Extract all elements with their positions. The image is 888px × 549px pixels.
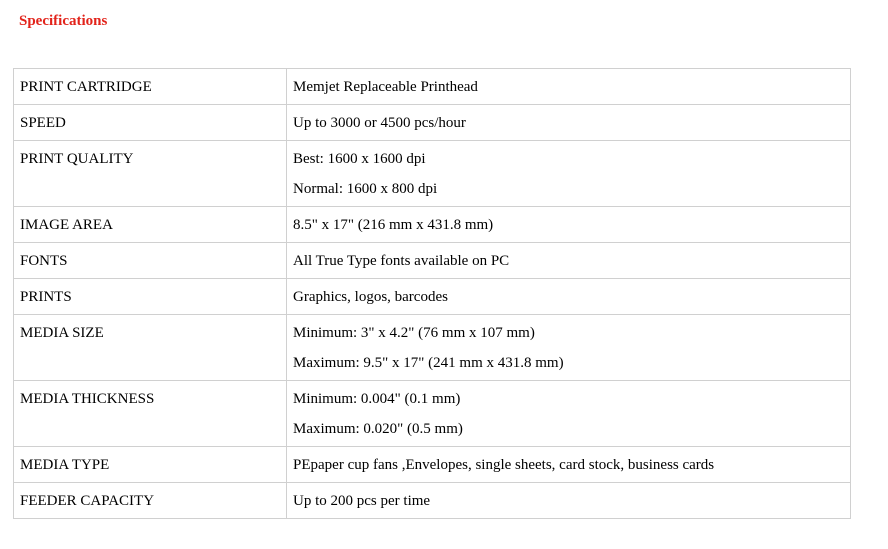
spec-label-cell bbox=[14, 315, 287, 381]
spec-value-cell bbox=[287, 69, 851, 105]
spec-label-cell bbox=[14, 483, 287, 519]
spec-label-cell bbox=[14, 141, 287, 207]
spec-value-cell bbox=[287, 243, 851, 279]
spec-label: PRINT CARTRIDGE bbox=[20, 79, 152, 95]
spec-value: Best: 1600 x 1600 dpi bbox=[293, 151, 426, 167]
spec-value-cell bbox=[287, 141, 851, 207]
spec-value-cell bbox=[287, 105, 851, 141]
spec-value-cell bbox=[287, 279, 851, 315]
spec-label-cell bbox=[14, 243, 287, 279]
spec-value: Normal: 1600 x 800 dpi bbox=[293, 181, 438, 197]
spec-value: Graphics, logos, barcodes bbox=[293, 289, 448, 305]
spec-label: IMAGE AREA bbox=[20, 217, 113, 233]
spec-label: MEDIA SIZE bbox=[20, 325, 104, 341]
spec-label-cell bbox=[14, 447, 287, 483]
table-row bbox=[14, 69, 851, 105]
table-row bbox=[14, 105, 851, 141]
table-row bbox=[14, 207, 851, 243]
spec-label: SPEED bbox=[20, 115, 66, 131]
spec-label: FEEDER CAPACITY bbox=[20, 493, 155, 509]
spec-label: MEDIA TYPE bbox=[20, 457, 110, 473]
spec-value: Memjet Replaceable Printhead bbox=[293, 79, 478, 95]
spec-label: PRINT QUALITY bbox=[20, 151, 134, 167]
spec-value-cell bbox=[287, 447, 851, 483]
spec-value-cell bbox=[287, 207, 851, 243]
table-row bbox=[14, 483, 851, 519]
spec-value-cell bbox=[287, 381, 851, 447]
spec-label-cell bbox=[14, 105, 287, 141]
table-row bbox=[14, 447, 851, 483]
spec-value: 8.5" x 17" (216 mm x 431.8 mm) bbox=[293, 217, 494, 233]
spec-label: FONTS bbox=[20, 253, 68, 269]
spec-value: Maximum: 0.020" (0.5 mm) bbox=[293, 421, 463, 437]
spec-value-cell bbox=[287, 315, 851, 381]
spec-value: Up to 3000 or 4500 pcs/hour bbox=[293, 115, 466, 131]
spec-label-cell bbox=[14, 69, 287, 105]
spec-value: Minimum: 0.004" (0.1 mm) bbox=[293, 391, 461, 407]
table-row bbox=[14, 243, 851, 279]
spec-value: Minimum: 3" x 4.2" (76 mm x 107 mm) bbox=[293, 325, 535, 341]
spec-label: PRINTS bbox=[20, 289, 72, 305]
spec-value: All True Type fonts available on PC bbox=[293, 253, 510, 269]
spec-value: Up to 200 pcs per time bbox=[293, 493, 431, 509]
section-heading: Specifications bbox=[19, 13, 108, 29]
table-row bbox=[14, 141, 851, 207]
spec-label-cell bbox=[14, 381, 287, 447]
spec-label: MEDIA THICKNESS bbox=[20, 391, 155, 407]
table-row bbox=[14, 381, 851, 447]
spec-value-cell bbox=[287, 483, 851, 519]
spec-label-cell bbox=[14, 207, 287, 243]
table-row bbox=[14, 315, 851, 381]
spec-label-cell bbox=[14, 279, 287, 315]
spec-value: Maximum: 9.5" x 17" (241 mm x 431.8 mm) bbox=[293, 355, 564, 371]
spec-value: PEpaper cup fans ,Envelopes, single sheets, card stock, business cards bbox=[293, 457, 715, 473]
table-row bbox=[14, 279, 851, 315]
specifications-table bbox=[13, 68, 851, 519]
